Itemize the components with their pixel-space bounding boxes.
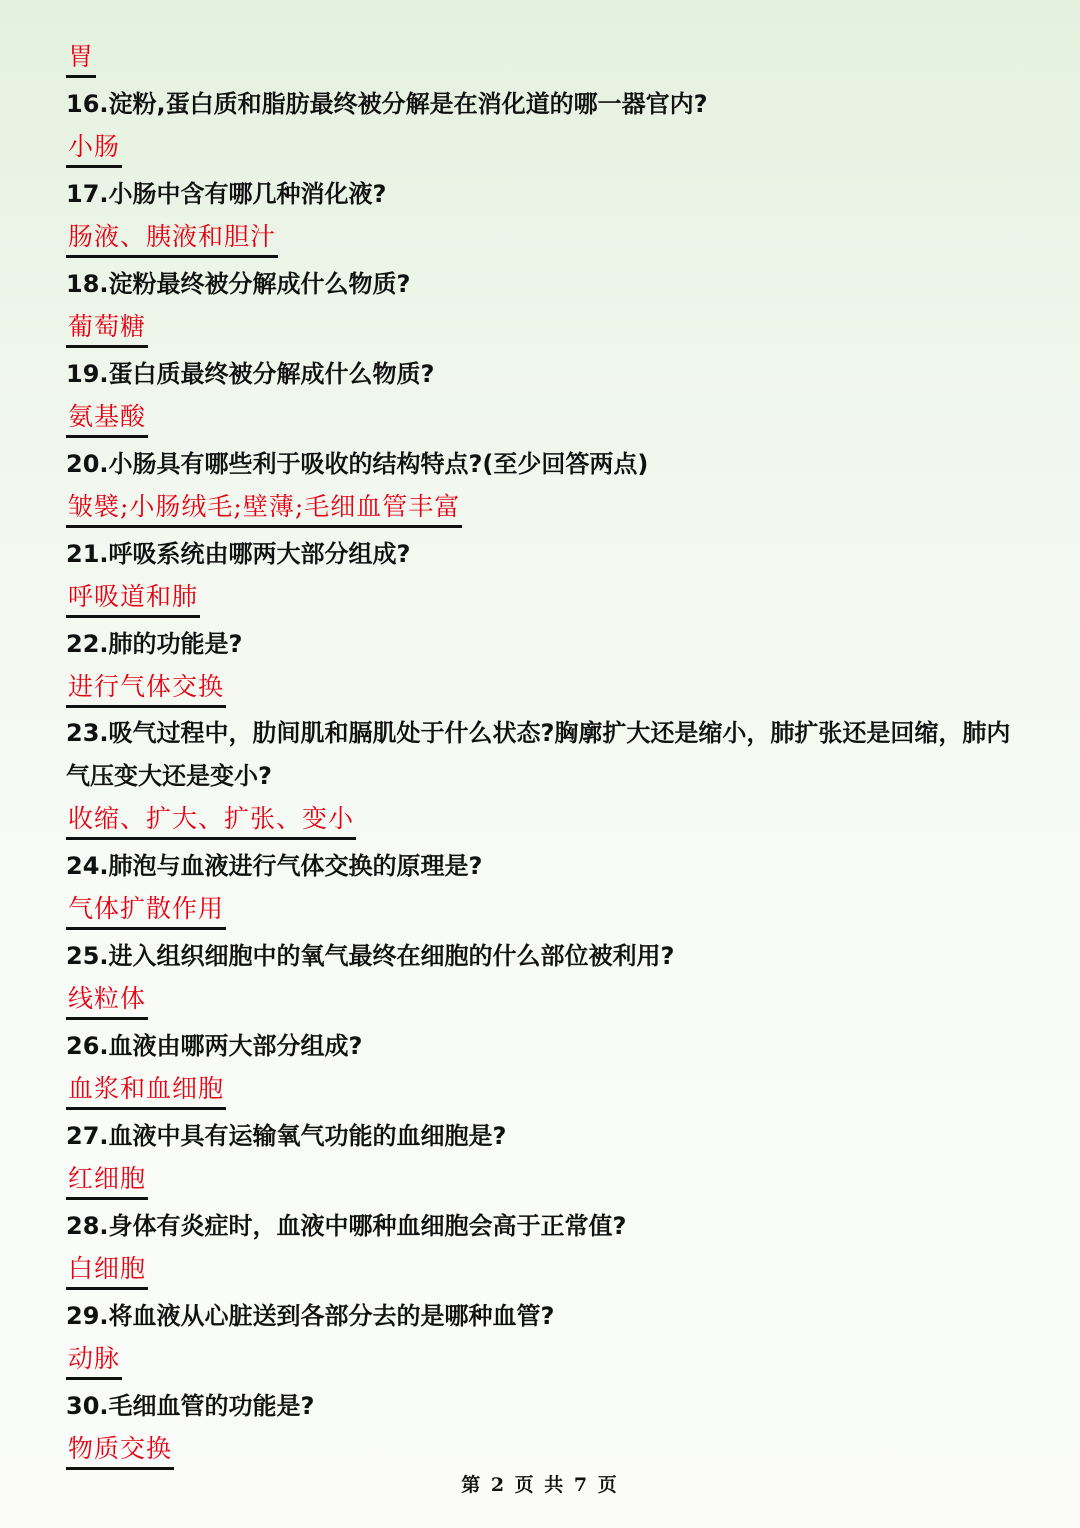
answer-26: 血浆和血细胞	[66, 1072, 226, 1110]
question-25: 25.进入组织细胞中的氧气最终在细胞的什么部位被利用?	[66, 942, 675, 970]
question-16: 16.淀粉,蛋白质和脂肪最终被分解是在消化道的哪一器官内?	[66, 90, 708, 118]
qa-item-28	[66, 1204, 1026, 1290]
answer-top: 胃	[66, 40, 96, 78]
answer-25: 线粒体	[66, 982, 148, 1020]
answer-27: 红细胞	[66, 1162, 148, 1200]
question-30: 30.毛细血管的功能是?	[66, 1392, 315, 1420]
answer-21: 呼吸道和肺	[66, 580, 200, 618]
qa-item-22	[66, 622, 1026, 708]
question-19: 19.蛋白质最终被分解成什么物质?	[66, 360, 435, 388]
top-answer-block	[66, 40, 1026, 78]
qa-item-25	[66, 934, 1026, 1020]
qa-item-23	[66, 712, 1026, 840]
answer-30: 物质交换	[66, 1432, 174, 1470]
qa-item-27	[66, 1114, 1026, 1200]
question-29: 29.将血液从心脏送到各部分去的是哪种血管?	[66, 1302, 555, 1330]
qa-item-26	[66, 1024, 1026, 1110]
question-17: 17.小肠中含有哪几种消化液?	[66, 180, 387, 208]
qa-page	[66, 40, 1026, 1470]
question-21: 21.呼吸系统由哪两大部分组成?	[66, 540, 411, 568]
question-24: 24.肺泡与血液进行气体交换的原理是?	[66, 852, 483, 880]
answer-28: 白细胞	[66, 1252, 148, 1290]
answer-22: 进行气体交换	[66, 670, 226, 708]
answer-18: 葡萄糖	[66, 310, 148, 348]
answer-23: 收缩、扩大、扩张、变小	[66, 802, 356, 840]
question-23: 23.吸气过程中，肋间肌和膈肌处于什么状态?胸廓扩大还是缩小，肺扩张还是回缩，肺内气压变大还是变小?	[66, 719, 1011, 790]
question-26: 26.血液由哪两大部分组成?	[66, 1032, 363, 1060]
question-28: 28.身体有炎症时，血液中哪种血细胞会高于正常值?	[66, 1212, 627, 1240]
answer-17: 肠液、胰液和胆汁	[66, 220, 278, 258]
answer-16: 小肠	[66, 130, 122, 168]
answer-20: 皱襞;小肠绒毛;壁薄;毛细血管丰富	[66, 490, 462, 528]
qa-item-29	[66, 1294, 1026, 1380]
qa-item-16	[66, 82, 1026, 168]
qa-item-20	[66, 442, 1026, 528]
answer-24: 气体扩散作用	[66, 892, 226, 930]
question-22: 22.肺的功能是?	[66, 630, 243, 658]
qa-item-24	[66, 844, 1026, 930]
qa-item-30	[66, 1384, 1026, 1470]
qa-item-17	[66, 172, 1026, 258]
qa-item-21	[66, 532, 1026, 618]
question-20: 20.小肠具有哪些利于吸收的结构特点?(至少回答两点)	[66, 450, 649, 478]
answer-19: 氨基酸	[66, 400, 148, 438]
answer-29: 动脉	[66, 1342, 122, 1380]
page-number-footer: 第 2 页 共 7 页	[461, 1474, 619, 1496]
qa-item-18	[66, 262, 1026, 348]
qa-item-19	[66, 352, 1026, 438]
question-27: 27.血液中具有运输氧气功能的血细胞是?	[66, 1122, 507, 1150]
question-18: 18.淀粉最终被分解成什么物质?	[66, 270, 411, 298]
